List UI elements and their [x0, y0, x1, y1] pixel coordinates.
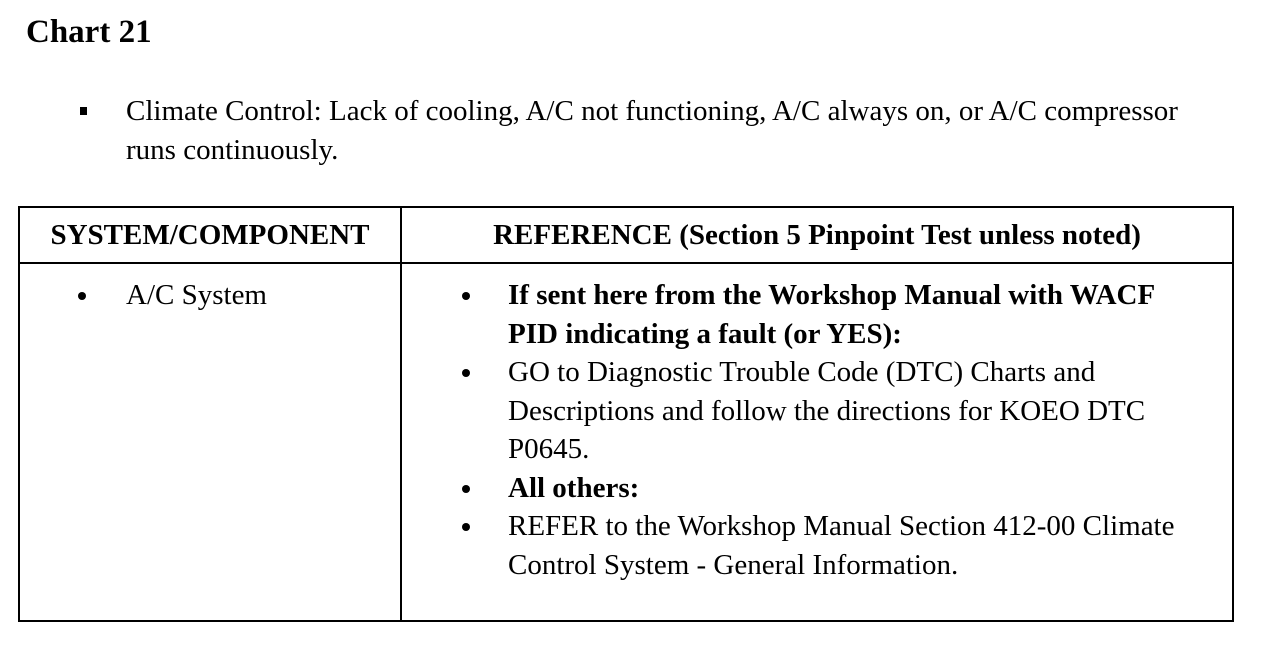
- reference-list: [402, 264, 1232, 584]
- chart-title: Chart 21: [26, 14, 152, 50]
- table-header-row: [19, 207, 1233, 263]
- intro-bullet-item: [76, 92, 1196, 170]
- list-item: A/C System: [76, 276, 400, 315]
- system-component-header: SYSTEM/COMPONENT: [19, 207, 401, 263]
- square-bullet-icon: [76, 92, 126, 170]
- list-item: If sent here from the Workshop Manual with WACF PID indicating a fault (or YES):: [460, 276, 1192, 353]
- reference-table: [18, 206, 1234, 622]
- system-list: [20, 264, 400, 315]
- list-item: GO to Diagnostic Trouble Code (DTC) Charts and Descriptions and follow the directions for KOEO DTC P0645.: [460, 353, 1192, 469]
- table-row: [19, 263, 1233, 621]
- reference-header: REFERENCE (Section 5 Pinpoint Test unless noted): [401, 207, 1233, 263]
- intro-text: Climate Control: Lack of cooling, A/C not functioning, A/C always on, or A/C compressor runs continuously.: [126, 95, 1178, 166]
- list-item: All others:: [460, 469, 1192, 508]
- system-cell: [19, 263, 401, 621]
- reference-cell: [401, 263, 1233, 621]
- list-item: REFER to the Workshop Manual Section 412-00 Climate Control System - General Information.: [460, 507, 1192, 584]
